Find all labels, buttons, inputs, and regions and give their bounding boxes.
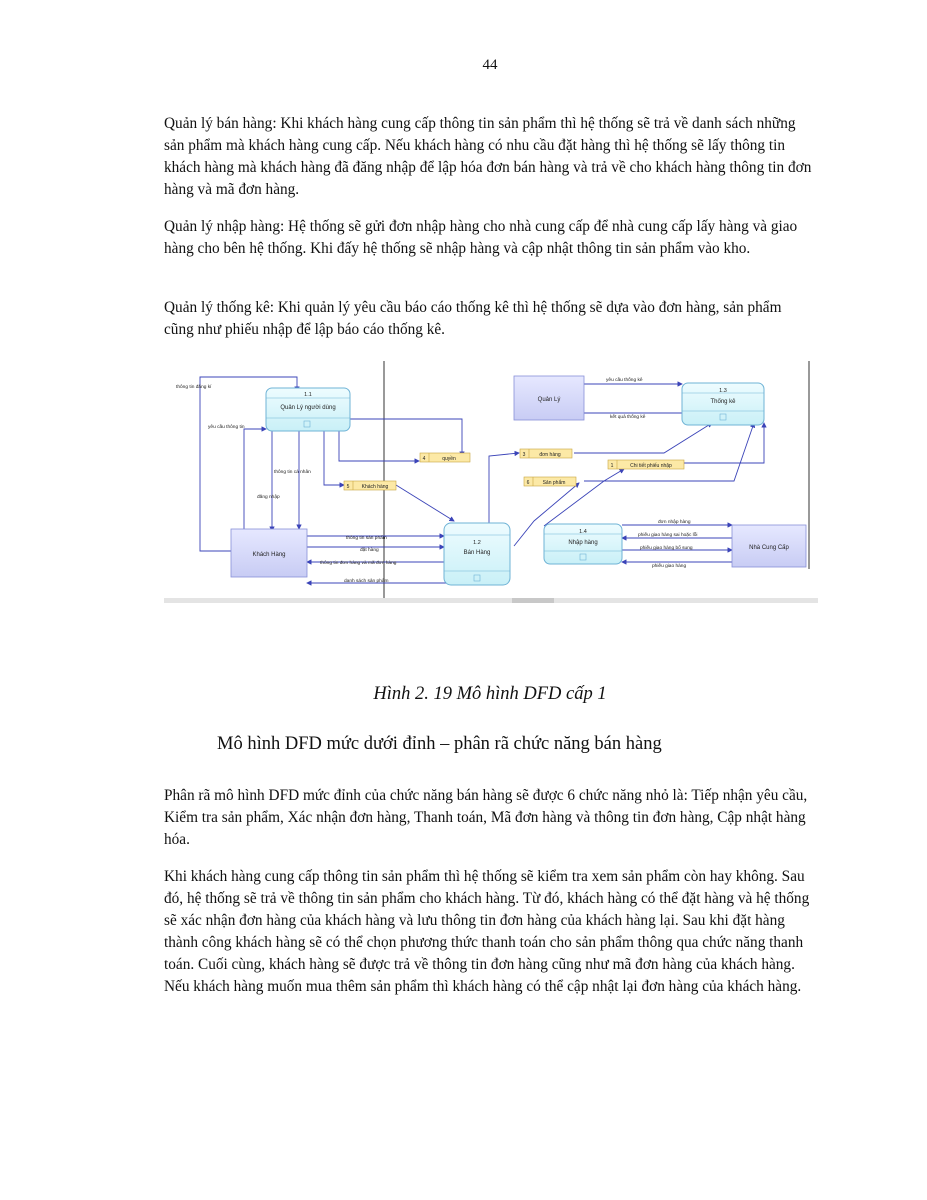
svg-text:5: 5 (346, 484, 350, 490)
process-id: 1.4 (579, 529, 587, 535)
scrollbar-track (164, 598, 818, 603)
flow-label: thông tin cá nhân (274, 470, 311, 475)
svg-text:3: 3 (522, 452, 526, 458)
process-id: 1.2 (473, 540, 481, 546)
process-name: Nhập hàng (568, 540, 598, 546)
scrollbar-thumb (512, 598, 554, 603)
page-number: 44 (482, 57, 498, 73)
svg-text:Quản Lý: Quản Lý (537, 397, 561, 403)
section-subheading: Mô hình DFD mức dưới đỉnh – phân rã chức năng bán hàng (217, 734, 662, 754)
svg-text:4: 4 (422, 456, 426, 462)
flow-label: yêu cầu thông tin (208, 425, 245, 430)
svg-text:Nhà Cung Cấp: Nhà Cung Cấp (749, 545, 789, 551)
process-id: 1.3 (719, 388, 727, 394)
flow-label: thông tin đơn hàng và mã đơn hàng (320, 561, 397, 566)
flow-line-donhang (489, 453, 519, 526)
svg-text:Chi tiết phiếu nhập: Chi tiết phiếu nhập (630, 463, 672, 469)
paragraph-statistics-management: Quản lý thống kê: Khi quản lý yêu cầu báo cáo thống kê thì hệ thống sẽ dựa vào đơn hàng, sản phẩm cũng như phiếu nhập để lập báo cáo thống kê. (164, 299, 782, 338)
process-1-3 (682, 383, 764, 425)
process-name: Thống kê (710, 399, 736, 405)
flow-label: phiếu giao hàng sai hoặc lỗi (638, 533, 698, 538)
store-san-pham (524, 477, 576, 486)
figure-caption: Hình 2. 19 Mô hình DFD cấp 1 (373, 684, 607, 704)
flow-label: phiếu giao hàng bổ sung (640, 546, 693, 551)
flow-line-sanpham-thongke (584, 423, 754, 481)
svg-text:quyền: quyền (442, 456, 456, 462)
flow-line-donhang-thongke (574, 423, 712, 453)
process-1-4 (544, 524, 622, 564)
entity-khach-hang (231, 529, 307, 577)
flow-line-yeucau (244, 429, 266, 531)
flow-label: kết quả thống kê (610, 415, 646, 420)
svg-text:Khách hàng: Khách hàng (361, 484, 389, 490)
dfd-level1-diagram (164, 361, 818, 606)
store-quyen (420, 453, 470, 462)
flow-line-khachhang-store (324, 431, 344, 485)
paragraph-decomposition: Phân rã mô hình DFD mức đỉnh của chức năng bán hàng sẽ được 6 chức năng nhỏ là: Tiếp nhận yêu cầu, Kiểm tra sản phẩm, Xác nhận đơn hàng, Thanh toán, Mã đơn hàng và thông tin đơn hàng, Cập nhật hàng hóa. (164, 787, 808, 848)
process-name: Quản Lý người dùng (280, 405, 336, 411)
process-name: Bán Hàng (463, 550, 491, 556)
flow-line-kh-to-banhang (396, 485, 454, 521)
process-1-2 (444, 523, 510, 585)
flow-label: đơn nhập hàng (658, 520, 691, 525)
flow-label: phiếu giao hàng (652, 564, 687, 569)
entity-quan-ly (514, 376, 584, 420)
store-khach-hang (344, 481, 396, 490)
flow-label: đăng nhập (257, 495, 280, 500)
flow-line-quyen2 (350, 419, 462, 456)
svg-text:6: 6 (526, 480, 530, 486)
flow-line-quyen (339, 429, 419, 461)
store-don-hang (520, 449, 572, 458)
process-1-1 (266, 388, 350, 431)
process-id: 1.1 (304, 392, 312, 398)
paragraph-sales-flow: Khi khách hàng cung cấp thông tin sản phẩm thì hệ thống sẽ kiểm tra xem sản phẩm còn hay không. Sau đó, hệ thống sẽ trả về thông tin sản phẩm cho khách hàng. Từ đó, khách hàng có thể đặt hàng và hệ thống sẽ xác nhận đơn hàng của khách hàng và lưu thông tin đơn hàng của khách hàng lại. Sau khi đặt hàng thành công khách hàng sẽ có thể chọn phương thức thanh toán cho sản phẩm thông qua chức năng thanh toán. Cuối cùng, khách hàng sẽ được trả về thông tin đơn hàng cũng như mã đơn hàng của khách hàng. Nếu khách hàng muốn mua thêm sản phẩm thì khách hàng có thể cập nhật lại đơn hàng của khách hàng. (164, 868, 810, 995)
flow-label: danh sách sản phẩm (344, 579, 389, 584)
svg-text:Sản phẩm: Sản phẩm (542, 480, 566, 486)
paragraph-sales-management: Quản lý bán hàng: Khi khách hàng cung cấp thông tin sản phẩm thì hệ thống sẽ trả về danh sách những sản phẩm mà khách hàng cung cấp. Nếu khách hàng có nhu cầu đặt hàng thì hệ thống sẽ lấy thông tin khách hàng mà khách hàng đã đăng nhập để lập hóa đơn bán hàng và trả về cho khách hàng thông tin đơn hàng và mã đơn hàng. (164, 115, 812, 198)
svg-text:Khách Hàng: Khách Hàng (252, 552, 286, 558)
flow-label: thông tin đăng kí (176, 385, 212, 390)
svg-text:1: 1 (610, 463, 614, 469)
flow-label: đặt hàng (360, 548, 379, 553)
flow-label: yêu cầu thống kê (606, 378, 643, 383)
flow-label: thông tin sản phẩm (346, 536, 387, 541)
paragraph-import-management: Quản lý nhập hàng: Hệ thống sẽ gửi đơn nhập hàng cho nhà cung cấp để nhà cung cấp lấy hàng và giao hàng cho bên hệ thống. Khi đấy hệ thống sẽ nhập hàng và cập nhật thông tin sản phẩm vào kho. (164, 218, 798, 257)
store-chi-tiet-phieu-nhap (608, 460, 684, 469)
entity-nha-cung-cap (732, 525, 806, 567)
svg-text:đơn hàng: đơn hàng (539, 452, 561, 458)
